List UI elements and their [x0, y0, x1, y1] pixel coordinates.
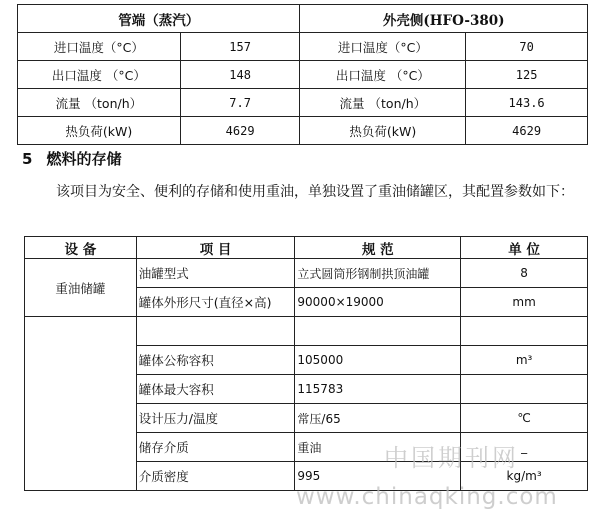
item-cell: 设计压力/温度	[136, 404, 295, 433]
row-label: 流量 （ton/h）	[18, 89, 181, 117]
header-spec: 规 范	[295, 237, 461, 259]
body-paragraph: 该项目为安全、便利的存储和使用重油，单独设置了重油储罐区，其配置参数如下：	[56, 184, 574, 200]
unit-cell: m³	[461, 346, 588, 375]
row-label: 热负荷(kW)	[300, 117, 466, 145]
item-cell: 介质密度	[136, 462, 295, 491]
table-row	[18, 61, 588, 89]
item-cell: 罐体外形尺寸(直径×高)	[136, 288, 295, 317]
item-cell	[136, 317, 295, 346]
row-value: 157	[180, 33, 300, 61]
unit-cell	[461, 317, 588, 346]
spec-cell: 重油	[295, 433, 461, 462]
unit-cell: mm	[461, 288, 588, 317]
row-label: 进口温度（°C）	[18, 33, 181, 61]
item-cell: 油罐型式	[136, 259, 295, 288]
unit-cell: 8	[461, 259, 588, 288]
row-value: 125	[466, 61, 588, 89]
shell-side-header: 外壳侧(HFO-380)	[300, 5, 588, 33]
spec-cell: 115783	[295, 375, 461, 404]
spec-cell: 995	[295, 462, 461, 491]
item-cell: 罐体最大容积	[136, 375, 295, 404]
spec-cell: 105000	[295, 346, 461, 375]
section-number: 5	[22, 150, 33, 168]
header-equipment: 设 备	[25, 237, 137, 259]
row-value: 4629	[466, 117, 588, 145]
table-row	[18, 89, 588, 117]
spec-cell: 90000×19000	[295, 288, 461, 317]
row-label: 热负荷(kW)	[18, 117, 181, 145]
table-row	[18, 117, 588, 145]
spec-cell	[295, 317, 461, 346]
row-label: 流量 （ton/h）	[300, 89, 466, 117]
watermark-url: www.chinaqking.com	[296, 484, 558, 510]
table-header-row	[18, 5, 588, 33]
section-title: 燃料的存储	[46, 150, 122, 168]
row-value: 7.7	[180, 89, 300, 117]
item-cell: 罐体公称容积	[136, 346, 295, 375]
table-row	[18, 33, 588, 61]
header-unit: 单 位	[461, 237, 588, 259]
header-item: 项 目	[136, 237, 295, 259]
watermark-text: 中国期刊网	[384, 444, 519, 472]
unit-cell: kg/m³	[461, 462, 588, 491]
equipment-name: 重油储罐	[25, 259, 137, 317]
row-value: 143.6	[466, 89, 588, 117]
unit-cell: _	[461, 433, 588, 462]
spec-cell: 常压/65	[295, 404, 461, 433]
table-row	[25, 317, 588, 346]
row-label: 进口温度（°C）	[300, 33, 466, 61]
item-cell: 储存介质	[136, 433, 295, 462]
row-label: 出口温度 （°C）	[300, 61, 466, 89]
row-value: 70	[466, 33, 588, 61]
heat-exchanger-table	[17, 4, 588, 145]
table-row	[25, 259, 588, 288]
table-header-row	[25, 237, 588, 259]
unit-cell: ℃	[461, 404, 588, 433]
equipment-empty-cell	[25, 317, 137, 491]
section-heading	[22, 148, 135, 169]
row-label: 出口温度 （°C）	[18, 61, 181, 89]
row-value: 148	[180, 61, 300, 89]
tube-side-header: 管端（蒸汽）	[18, 5, 300, 33]
row-value: 4629	[180, 117, 300, 145]
unit-cell	[461, 375, 588, 404]
spec-cell: 立式圆筒形钢制拱顶油罐	[295, 259, 461, 288]
